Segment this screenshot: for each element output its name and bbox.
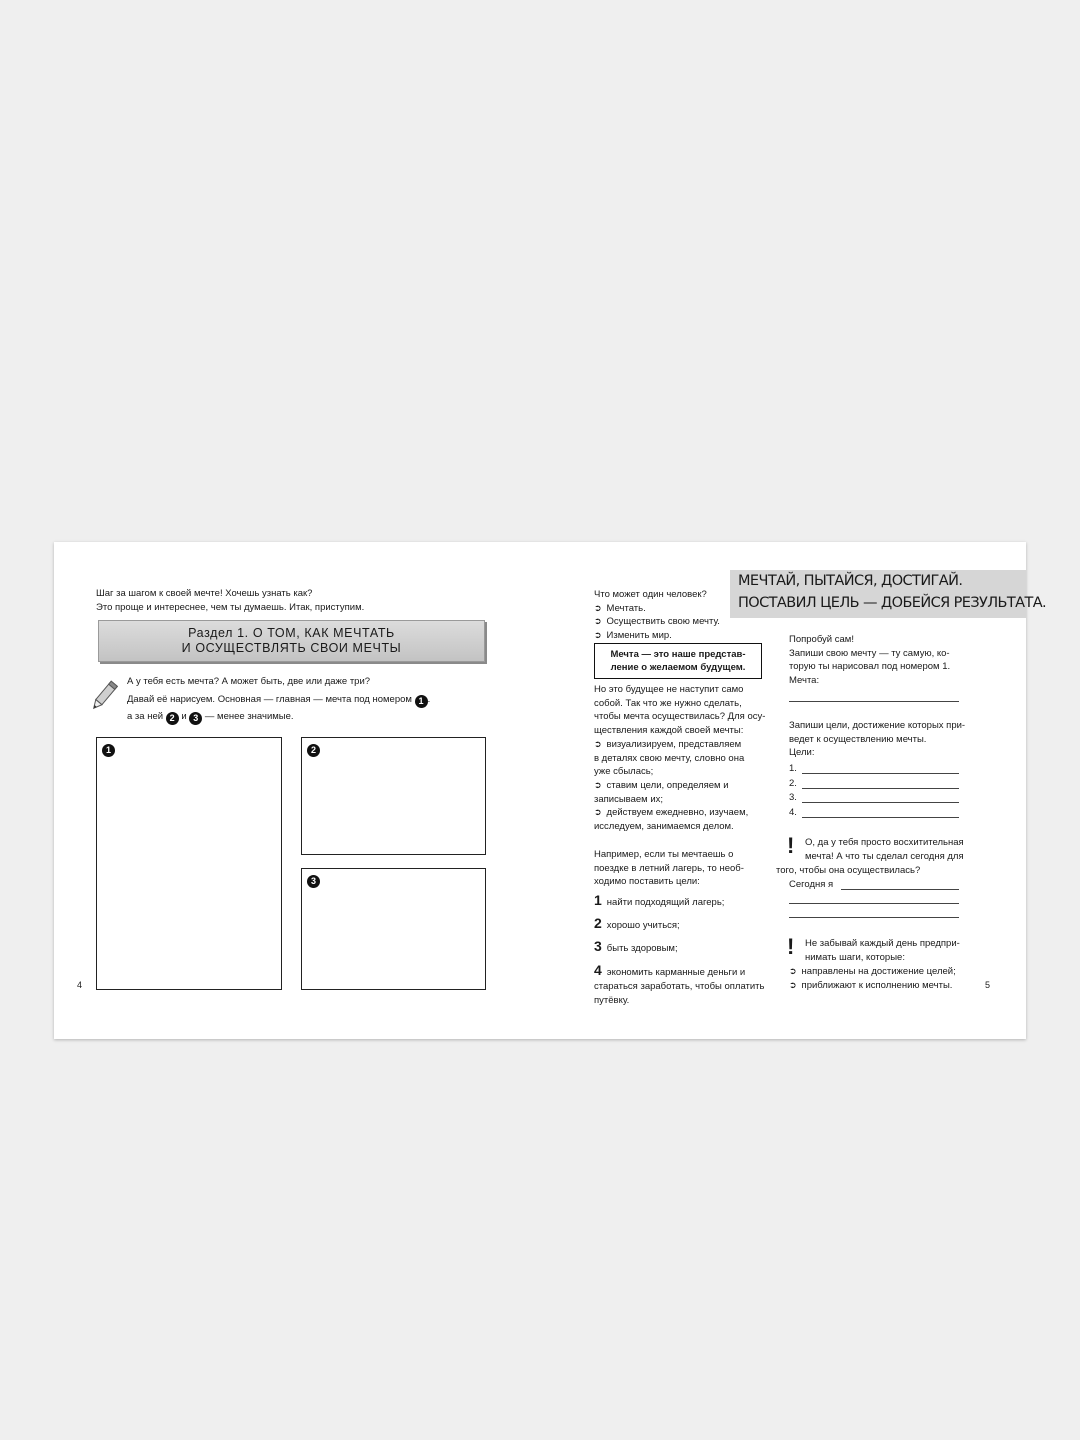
intro-text bbox=[96, 587, 364, 614]
list-item-text: направлены на достижение целей; bbox=[801, 966, 956, 977]
question-line-text: — менее значимые. bbox=[204, 711, 294, 722]
list-item-text: действуем ежедневно, изучаем, bbox=[606, 807, 749, 819]
goal-item bbox=[594, 936, 764, 959]
exclamation-icon: ! bbox=[787, 934, 795, 959]
reminder-list bbox=[789, 965, 956, 992]
paragraph-line: торую ты нарисовал под номером 1. bbox=[789, 661, 951, 673]
goal-number: 1 bbox=[594, 892, 602, 908]
definition-box bbox=[594, 643, 762, 679]
goal-text: быть здоровым; bbox=[606, 943, 678, 954]
arrow-icon: ➲ bbox=[789, 966, 797, 976]
dream-answer-line[interactable] bbox=[789, 701, 959, 702]
goal-answer-line[interactable] bbox=[802, 788, 959, 789]
paragraph-line: того, чтобы она осуществилась? bbox=[776, 865, 921, 876]
goal-number: 3 bbox=[594, 938, 602, 954]
goal-item bbox=[594, 963, 764, 980]
paragraph-line: собой. Так что же нужно сделать, bbox=[594, 697, 742, 709]
list-item bbox=[594, 602, 720, 616]
list-item bbox=[594, 806, 765, 820]
question-text bbox=[127, 673, 430, 726]
dream-label: Мечта: bbox=[789, 675, 820, 687]
list-item-text: записываем их; bbox=[594, 793, 664, 805]
motto-banner bbox=[730, 570, 1047, 618]
intro-line: Это проще и интереснее, чем ты думаешь. Итак, приступим. bbox=[96, 601, 365, 613]
goals-label: Цели: bbox=[789, 747, 815, 759]
arrow-icon: ➲ bbox=[789, 979, 797, 990]
paragraph-line: ходимо поставить цели: bbox=[594, 876, 700, 888]
today-answer-line[interactable] bbox=[789, 917, 959, 918]
list-item-text: исследуем, занимаемся делом. bbox=[594, 821, 734, 833]
goal-text: найти подходящий лагерь; bbox=[606, 897, 725, 908]
paragraph-line: Например, если ты мечтаешь о bbox=[594, 849, 734, 860]
paragraph-line: ведет к осуществлению мечты. bbox=[789, 733, 927, 745]
drawing-box-3[interactable] bbox=[301, 868, 486, 990]
definition-line: Мечта — это наше представ- bbox=[610, 649, 746, 660]
goal-number: 1. bbox=[789, 763, 797, 774]
section-title-line: Раздел 1. О ТОМ, КАК МЕЧТАТЬ bbox=[188, 626, 395, 640]
list-item-text: в деталях свою мечту, словно она bbox=[594, 752, 745, 764]
list-item bbox=[594, 629, 720, 643]
paragraph-line: Запиши свою мечту — ту самую, ко- bbox=[789, 647, 950, 659]
list-item-text: Мечтать. bbox=[606, 602, 646, 614]
list-item bbox=[789, 979, 956, 993]
arrow-icon: ➲ bbox=[594, 602, 602, 613]
question-line: А у тебя есть мечта? А может быть, две или даже три? bbox=[127, 676, 371, 687]
paragraph-line: Не забывай каждый день предпри- bbox=[805, 938, 960, 949]
today-answer-line[interactable] bbox=[789, 903, 959, 904]
goal-number: 2 bbox=[594, 915, 602, 931]
paragraph-line: ществления каждой своей мечты: bbox=[594, 725, 744, 737]
today-label: Сегодня я bbox=[789, 879, 834, 890]
number-3-badge: 3 bbox=[307, 875, 320, 888]
list-item-text: приближают к исполнению мечты. bbox=[801, 979, 953, 991]
question-line: Давай её нарисуем. Основная — главная — мечта под номером 1 . bbox=[127, 693, 431, 706]
book-spread bbox=[54, 542, 1047, 1039]
goal-answer-line[interactable] bbox=[802, 773, 959, 774]
goal-answer-line[interactable] bbox=[802, 817, 959, 818]
motto-line: ПОСТАВИЛ ЦЕЛЬ — ДОБЕЙСЯ РЕЗУЛЬТАТА. bbox=[738, 595, 1047, 611]
paragraph-line: мечта! А что ты сделал сегодня для bbox=[805, 850, 964, 862]
goal-item bbox=[594, 890, 764, 913]
list-item bbox=[789, 965, 956, 979]
goal-text: путёвку. bbox=[594, 994, 630, 1006]
exclamation-text-1 bbox=[805, 836, 964, 863]
question-line-text: и bbox=[181, 711, 187, 722]
question-line-text: Давай её нарисуем. Основная — главная — мечта под номером bbox=[127, 693, 412, 705]
number-1-badge: 1 bbox=[102, 744, 115, 757]
right-column-top bbox=[789, 633, 950, 688]
goals-list bbox=[594, 890, 764, 1007]
list-item bbox=[594, 779, 765, 793]
try-heading: Попробуй сам! bbox=[789, 634, 854, 645]
goals-prompt bbox=[789, 719, 965, 760]
definition-line: ление о желаемом будущем. bbox=[610, 662, 746, 673]
drawing-box-2[interactable] bbox=[301, 737, 486, 855]
goal-text: экономить карманные деньги и bbox=[606, 967, 746, 978]
goal-numbers bbox=[789, 762, 797, 820]
goal-number: 3. bbox=[789, 792, 797, 803]
arrow-icon: ➲ bbox=[594, 738, 602, 749]
number-2-badge: 2 bbox=[166, 712, 179, 725]
page-number-right: 5 bbox=[985, 980, 991, 990]
number-1-badge: 1 bbox=[415, 695, 428, 708]
list-item-text: Осуществить свою мечту. bbox=[606, 616, 720, 628]
page-number-left: 4 bbox=[77, 980, 83, 990]
paragraph-line: Запиши цели, достижение которых при- bbox=[789, 720, 966, 731]
list-item-text: Изменить мир. bbox=[606, 630, 672, 642]
question-line-text: а за ней bbox=[127, 711, 164, 722]
goal-text: хорошо учиться; bbox=[606, 920, 680, 931]
section-title-line: И ОСУЩЕСТВЛЯТЬ СВОИ МЕЧТЫ bbox=[181, 641, 402, 655]
intro-line: Шаг за шагом к своей мечте! Хочешь узнать как? bbox=[96, 588, 313, 599]
arrow-icon: ➲ bbox=[594, 807, 602, 818]
arrow-icon: ➲ bbox=[594, 779, 602, 790]
goal-text: стараться заработать, чтобы оплатить bbox=[594, 981, 765, 992]
number-2-badge: 2 bbox=[307, 744, 320, 757]
list-item-text: визуализируем, представляем bbox=[606, 738, 742, 750]
question-heading: Что может один человек? bbox=[594, 589, 707, 600]
paragraph-line: О, да у тебя просто восхитительная bbox=[805, 837, 964, 848]
number-3-badge: 3 bbox=[189, 712, 202, 725]
arrow-icon: ➲ bbox=[594, 630, 602, 641]
pencil-icon bbox=[90, 678, 118, 714]
goal-item bbox=[594, 913, 764, 936]
drawing-box-1[interactable] bbox=[96, 737, 282, 990]
list-item-text: уже сбылась; bbox=[594, 766, 654, 778]
today-answer-line[interactable] bbox=[841, 889, 959, 890]
list-item bbox=[594, 615, 720, 629]
example-paragraph bbox=[594, 848, 744, 889]
motto-line: МЕЧТАЙ, ПЫТАЙСЯ, ДОСТИГАЙ. bbox=[738, 573, 963, 589]
middle-column-body bbox=[594, 683, 765, 834]
exclamation-text-1b bbox=[776, 864, 920, 878]
question-line bbox=[127, 708, 430, 726]
list-item-text: ставим цели, определяем и bbox=[606, 779, 729, 791]
list-item bbox=[594, 738, 765, 752]
goal-answer-line[interactable] bbox=[802, 802, 959, 803]
arrow-icon: ➲ bbox=[594, 616, 602, 627]
goal-number: 2. bbox=[789, 777, 797, 789]
middle-column-top bbox=[594, 588, 720, 643]
goal-number: 4 bbox=[594, 962, 602, 978]
paragraph-line: Но это будущее не наступит само bbox=[594, 684, 744, 695]
exclamation-icon: ! bbox=[787, 833, 795, 858]
section-title-box bbox=[98, 620, 485, 662]
exclamation-text-2 bbox=[805, 937, 960, 964]
goal-number: 4. bbox=[789, 806, 797, 818]
paragraph-line: чтобы мечта осуществилась? Для осу- bbox=[594, 711, 766, 723]
paragraph-line: поездке в летний лагерь, то необ- bbox=[594, 862, 744, 874]
paragraph-line: нимать шаги, которые: bbox=[805, 951, 905, 963]
